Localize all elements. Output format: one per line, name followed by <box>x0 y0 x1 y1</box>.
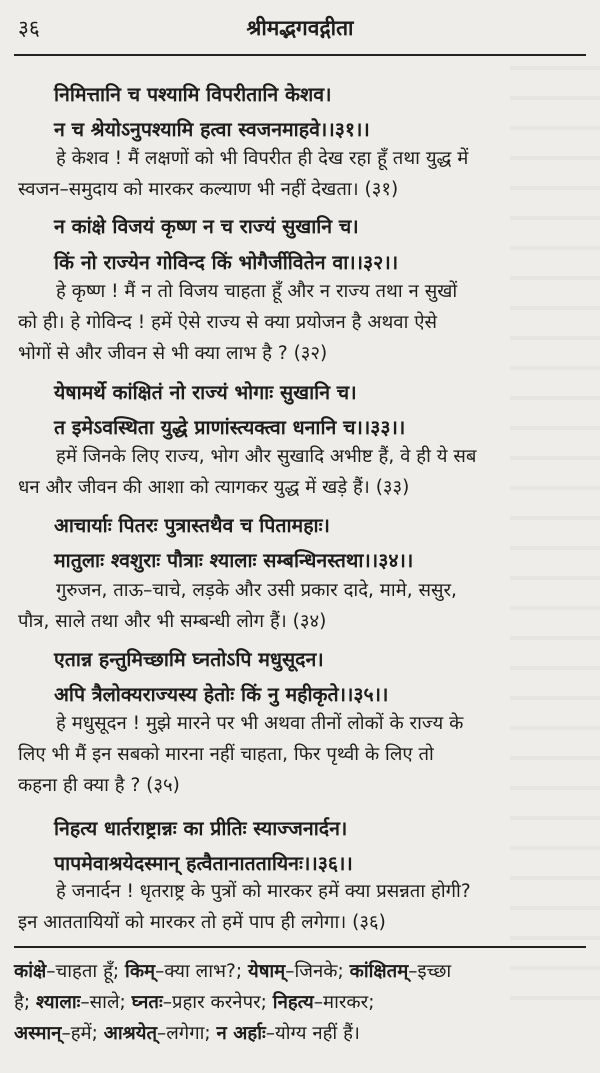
glossary-term: येषाम् <box>247 961 286 982</box>
translation-line: भोगों से और जीवन से भी क्या लाभ है ? (३२) <box>18 343 328 364</box>
translation-line: पौत्र, साले तथा और भी सम्बन्धी लोग हैं। (३४) <box>18 611 327 632</box>
translation <box>18 708 582 801</box>
glossary-meaning: लगेगा <box>166 1023 205 1044</box>
translation <box>18 276 582 369</box>
verse-line: अपि त्रैलोक्यराज्यस्य हेतोः किं नु महीकृते।।३५।। <box>54 683 389 706</box>
translation-line: हमें जिनके लिए राज्य, भोग और सुखादि अभीष्ट हैं, वे ही ये सब <box>56 446 477 467</box>
verse-line: एतान्न हन्तुमिच्छामि घ्नतोऽपि मधुसूदन। <box>54 648 324 671</box>
translation-line: इन आततायियों को मारकर तो हमें पाप ही लगेगा। (३६) <box>18 912 386 933</box>
footnote-rule <box>14 946 586 948</box>
page-title: श्रीमद्भगवद्गीता <box>246 16 354 40</box>
translation-line: कहना ही क्या है ? (३५) <box>18 775 180 796</box>
translation-line: हे कृष्ण ! मैं न तो विजय चाहता हूँ और न राज्य तथा न सुखों <box>56 281 458 302</box>
translation-line: गुरुजन, ताऊ–चाचे, लड़के और उसी प्रकार दादे, मामे, ससुर, <box>56 580 457 601</box>
verse-line: किं नो राज्येन गोविन्द किं भोगैर्जीवितेन वा।।३२।। <box>54 251 399 274</box>
translation-line: को ही। हे गोविन्द ! हमें ऐसे राज्य से क्या प्रयोजन है अथवा ऐसे <box>18 312 437 333</box>
glossary-meaning-end: है <box>14 992 24 1013</box>
glossary <box>14 956 586 1049</box>
verse-line: येषामर्थे कांक्षितं नो राज्यं भोगाः सुखानि च। <box>54 381 357 404</box>
glossary-term: किम् <box>125 961 156 982</box>
page-header <box>14 8 586 48</box>
verse-line: निमित्तानि च पश्यामि विपरीतानि केशव। <box>54 83 332 106</box>
translation <box>18 441 582 503</box>
glossary-line: अस्मान्–हमें; आश्रयेत्–लगेगा; न अर्हाः–योग्य नहीं हैं। <box>14 1023 360 1044</box>
verse-line: त इमेऽवस्थिता युद्धे प्राणांस्त्यक्त्वा धनानि च।।३३।। <box>54 416 406 439</box>
translation-line: हे मधुसूदन ! मुझे मारने पर भी अथवा तीनों लोकों के राज्य के <box>56 713 464 734</box>
glossary-term: अस्मान् <box>14 1023 62 1044</box>
glossary-meaning: जिनके <box>294 961 338 982</box>
translation-line: धन और जीवन की आशा को त्यागकर युद्ध में खड़े हैं। (३३) <box>18 477 410 498</box>
glossary-meaning: साले <box>89 992 120 1013</box>
glossary-meaning: मारकर <box>323 992 369 1013</box>
glossary-term: श्यालाः <box>35 992 81 1013</box>
verse-line: पापमेवाश्रयेदस्मान् हत्वैतानाततायिनः।।३६।। <box>54 852 353 875</box>
glossary-meaning: चाहता हूँ <box>55 961 113 982</box>
page-number: ३६ <box>18 16 40 40</box>
translation <box>18 876 582 938</box>
translation-line: हे जनार्दन ! धृतराष्ट्र के पुत्रों को मारकर हमें क्या प्रसन्नता होगी? <box>56 881 471 902</box>
glossary-term: न अर्हाः <box>216 1023 266 1044</box>
glossary-term: निहत्य <box>272 992 314 1013</box>
glossary-line: कांक्षे–चाहता हूँ; किम्–क्या लाभ?; येषाम्–जिनके; कांक्षितम्–इच्छा <box>14 961 452 982</box>
glossary-meaning: क्या लाभ? <box>164 961 236 982</box>
verse-line: न च श्रेयोऽनुपश्यामि हत्वा स्वजनमाहवे।।३१।। <box>54 118 370 141</box>
translation <box>18 575 582 637</box>
header-rule <box>14 54 586 56</box>
translation-line: लिए भी मैं इन सबको मारना नहीं चाहता, फिर पृथ्वी के लिए तो <box>18 744 434 765</box>
glossary-term: कांक्षे <box>14 961 47 982</box>
verse-line: आचार्याः पितरः पुत्रास्तथैव च पितामहाः। <box>54 514 330 537</box>
glossary-term: घ्नतः <box>131 992 163 1013</box>
translation-line: स्वजन–समुदाय को मारकर कल्याण भी नहीं देखता। (३१) <box>18 179 399 200</box>
glossary-term: आश्रयेत् <box>103 1023 157 1044</box>
verse-line: मातुलाः श्वशुराः पौत्राः श्यालाः सम्बन्धिनस्तथा।।३४।। <box>54 549 414 572</box>
verse-line: न कांक्षे विजयं कृष्ण न च राज्यं सुखानि च। <box>54 215 359 238</box>
translation <box>18 143 582 205</box>
translation-line: हे केशव ! मैं लक्षणों को भी विपरीत ही देख रहा हूँ तथा युद्ध में <box>56 148 469 169</box>
glossary-meaning: हमें <box>70 1023 92 1044</box>
glossary-line: है; श्यालाः–साले; घ्नतः–प्रहार करनेपर; निहत्य–मारकर; <box>14 992 375 1013</box>
verse-line: निहत्य धार्तराष्ट्रान्नः का प्रीतिः स्याज्जनार्दन। <box>54 817 348 840</box>
glossary-meaning: योग्य नहीं हैं <box>275 1023 353 1044</box>
glossary-meaning-start: इच्छा <box>417 961 452 982</box>
glossary-term: कांक्षितम् <box>349 961 409 982</box>
glossary-meaning: प्रहार करनेपर <box>171 992 261 1013</box>
